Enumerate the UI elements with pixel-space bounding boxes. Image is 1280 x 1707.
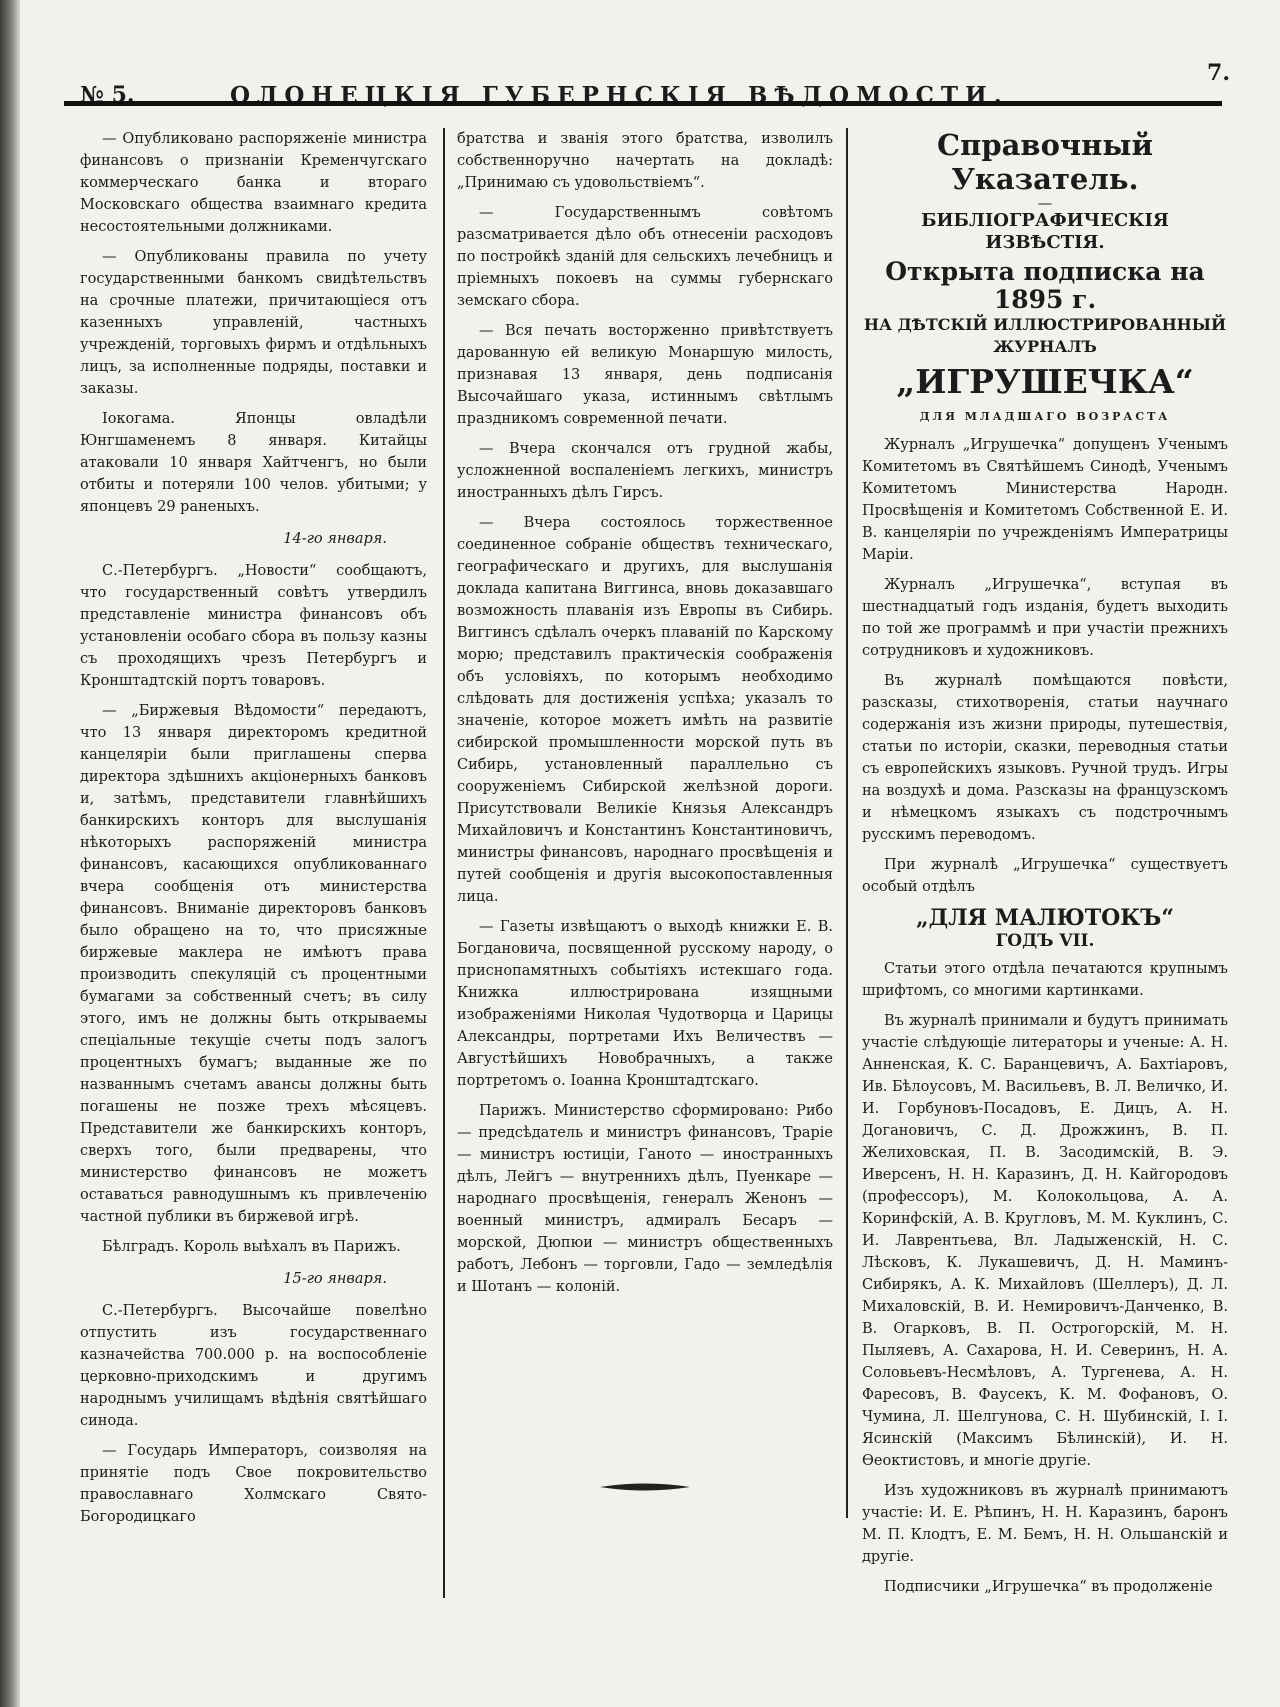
ad-paragraph: Журналъ „Игрушечка“ допущенъ Ученымъ Комитетомъ въ Святѣйшемъ Синодѣ, Ученымъ Комитетомъ Министерства Народн. Просвѣщенія и Комитетомъ Собственной Е. И. В. канцеляріи по учрежденіямъ Императрицы Маріи.	[862, 437, 1228, 563]
column-divider-1	[443, 128, 445, 1598]
news-item: — Вся печать восторженно привѣтствуетъ дарованную ей великую Монаршую милость, признавая 13 января, день подписанія Высочайшаго указа, истиннымъ свѣтлымъ праздникомъ современной печати.	[457, 323, 833, 427]
page-number: 7.	[1207, 60, 1230, 86]
news-item: братства и званія этого братства, изволилъ собственноручно начертать на докладѣ: „Принимаю съ удовольствіемъ“.	[457, 131, 833, 191]
news-item: — Опубликовано распоряженіе министра финансовъ о признаніи Кременчугскаго коммерческаго банка и втораго Московскаго общества взаимнаго кредита несостоятельными должниками.	[80, 131, 427, 235]
date-heading: 15-го января.	[283, 1271, 387, 1287]
ad-paragraph: Въ журналѣ помѣщаются повѣсти, разсказы, стихотворенія, статьи научнаго содержанія изъ жизни природы, путешествія, статьи по исторіи, сказки, переводныя статьи съ европейскихъ языковъ. Ручной трудъ. Игры на воздухѣ и дома. Разсказы на французскомъ и нѣмецкомъ языкахъ съ подстрочнымъ русскимъ переводомъ.	[862, 673, 1228, 843]
ad-paragraph: При журналѣ „Игрушечка“ существуетъ особый отдѣлъ	[862, 857, 1228, 895]
header-rule	[64, 101, 1222, 106]
news-item: — Государь Императоръ, соизволяя на принятіе подъ Свое покровительство православнаго Холмскаго Свято-Богородицкаго	[80, 1443, 427, 1525]
news-item: — Вчера скончался отъ грудной жабы, усложненной воспаленіемъ легкихъ, министръ иностранныхъ дѣлъ Гирсъ.	[457, 441, 833, 501]
end-ornament	[600, 1482, 690, 1492]
section-title: Справочный Указатель.	[937, 128, 1153, 196]
subsection-title: БИБЛІОГРАФИЧЕСКІЯ ИЗВѢСТІЯ.	[921, 210, 1169, 253]
news-item: Іокогама. Японцы овладѣли Юнгшаменемъ 8 января. Китайцы атаковали 10 января Хайтченгъ, но были отбиты и потеряли 100 челов. убитыми; у японцевъ 29 раненыхъ.	[80, 411, 427, 515]
newspaper-title: ОЛОНЕЦКІЯ ГУБЕРНСКІЯ ВѢДОМОСТИ.	[230, 82, 1009, 109]
news-item: — „Биржевыя Вѣдомости“ передаютъ, что 13 января директоромъ кредитной канцеляріи были приглашены сперва директора здѣшнихъ акціонерныхъ банковъ и, затѣмъ, представители главнѣйшихъ банкирскихъ конторъ для выслушанія нѣкоторыхъ распоряженій министра финансовъ, касающихся опубликованнаго вчера сообщенія отъ министерства финансовъ. Вниманіе директоровъ банковъ было обращено на то, что присяжные биржевые маклера не имѣютъ права производить спекуляцій съ процентными бумагами за собственный счетъ; въ силу этого, имъ не должны быть открываемы спеціальные текущіе счеты подъ залогъ процентныхъ бумагъ; выданные же по названнымъ счетамъ авансы должны быть погашены не позже трехъ мѣсяцевъ. Представители же банкирскихъ конторъ, сверхъ того, были предварены, что министерство финансовъ не можетъ оставаться равнодушнымъ къ привлеченію частной публики въ биржевой игрѣ.	[80, 703, 427, 1225]
news-item: Бѣлградъ. Король выѣхалъ въ Парижъ.	[102, 1239, 401, 1255]
column-1	[80, 128, 427, 1648]
issue-number: № 5.	[80, 82, 135, 108]
column-3	[862, 128, 1228, 1688]
supplement-name: „ДЛЯ МАЛЮТОКЪ“	[915, 905, 1175, 931]
news-item: — Вчера состоялось торжественное соединенное собраніе обществъ техническаго, географическаго и другихъ, для выслушанія доклада капитана Виггинса, вновь доказавшаго возможность плаванія изъ Европы въ Сибирь. Виггинсъ сдѣлалъ очеркъ плаваній по Карскому морю; представилъ практическія соображенія объ условіяхъ, по которымъ необходимо слѣдовать для достиженія успѣха; указалъ то значеніе, которое можетъ имѣть на развитіе сибирской промышленности морской путь въ Сибирь, установленный параллельно съ сооруженіемъ Сибирской желѣзной дороги. Присутствовали Великіе Князья Александръ Михайловичъ и Константинъ Константиновичъ, министры финансовъ, народнаго просвѣщенія и путей сообщенія и другія высокопоставленныя лица.	[457, 515, 833, 905]
ad-paragraph: Изъ художниковъ въ журналѣ принимаютъ участіе: И. Е. Рѣпинъ, Н. Н. Каразинъ, баронъ М. П. Клодтъ, Е. М. Бемъ, Н. Н. Ольшанскій и другіе.	[862, 1483, 1228, 1565]
news-item: С.-Петербургъ. Высочайше повелѣно отпустить изъ государственнаго казначейства 700.000 р. на воспособленіе церковно-приходскимъ и другимъ народнымъ училищамъ вѣдѣнія святѣйшаго синода.	[80, 1303, 427, 1429]
news-item: С.-Петербургъ. „Новости“ сообщаютъ, что государственный совѣтъ утвердилъ представленіе министра финансовъ объ установленіи особаго сбора въ пользу казны съ проходящихъ чрезъ Петербургъ и Кронштадтскій портъ товаровъ.	[80, 563, 427, 689]
journal-type: НА ДѢТСКІЙ ИЛЛЮСТРИРОВАННЫЙ ЖУРНАЛЪ	[863, 315, 1227, 356]
journal-name: „ИГРУШЕЧКА“	[896, 362, 1194, 401]
ad-paragraph: Статьи этого отдѣла печатаются крупнымъ шрифтомъ, со многими картинками.	[862, 961, 1228, 999]
news-item: — Газеты извѣщаютъ о выходѣ книжки Е. В. Богдановича, посвященной русскому народу, о приснопамятныхъ событіяхъ истекшаго года. Книжка иллюстрирована изящными изображеніями Николая Чудотворца и Царицы Александры, портретами Ихъ Величествъ — Августѣйшихъ Новобрачныхъ, а также портретомъ о. Іоанна Кронштадтскаго.	[457, 919, 833, 1089]
news-item: — Опубликованы правила по учету государственными банкомъ свидѣтельствъ на срочные платежи, причитающіеся отъ казенныхъ управленій, частныхъ учрежденій, торговыхъ фирмъ и отдѣльныхъ лицъ, за исполненные подряды, поставки и заказы.	[80, 249, 427, 397]
ad-paragraph: Подписчики „Игрушечка“ въ продолженіе	[884, 1579, 1213, 1595]
date-heading: 14-го января.	[283, 531, 387, 547]
ad-paragraph: Въ журналѣ принимали и будутъ принимать участіе слѣдующіе литераторы и ученые: А. Н. Анненская, К. С. Баранцевичъ, А. Бахтіаровъ, Ив. Бѣлоусовъ, М. Васильевъ, В. Л. Величко, И. И. Горбуновъ-Посадовъ, Е. Дицъ, А. Н. Догановичъ, С. Д. Дрожжинъ, В. П. Желиховская, П. В. Засодимскій, В. Э. Иверсенъ, Н. Н. Каразинъ, Д. Н. Кайгородовъ (профессоръ), М. Колокольцова, А. А. Коринфскій, А. В. Кругловъ, М. М. Куклинъ, С. И. Лаврентьева, Вл. Ладыженскій, Н. С. Лѣсковъ, К. Лукашевичъ, Д. Н. Маминъ-Сибирякъ, А. К. Михайловъ (Шеллеръ), Д. Л. Михаловскій, В. И. Немировичъ-Данченко, В. В. Огарковъ, В. П. Острогорскій, М. Н. Пыляевъ, А. Сахарова, Н. И. Северинъ, Н. А. Соловьевъ-Несмѣловъ, А. Тургенева, А. Н. Фаресовъ, В. Фаусекъ, К. М. Фофановъ, О. Чумина, Л. Шелгунова, С. Н. Шубинскій, І. І. Ясинскій (Максимъ Бѣлинскій), И. Н. Өеоктистовъ, и многіе другіе.	[862, 1013, 1228, 1469]
news-item: Парижъ. Министерство сформировано: Рибо — предсѣдатель и министръ финансовъ, Траріе — министръ юстиціи, Ганото — иностранныхъ дѣлъ, Лейгъ — внутреннихъ дѣлъ, Пуенкаре — народнаго просвѣщенія, генералъ Женонъ — военный министръ, адмиралъ Бесаръ — морской, Дюпюи — министръ общественныхъ работъ, Лебонъ — торговли, Гадо — земледѣлія и Шотанъ — колоній.	[457, 1103, 833, 1295]
subscription-heading: Открыта подписка на 1895 г.	[885, 257, 1205, 314]
section-dash: —	[1037, 196, 1053, 212]
page-fold-shadow	[0, 0, 20, 1707]
column-divider-2	[846, 128, 848, 1518]
journal-audience: ДЛЯ МЛАДШАГО ВОЗРАСТА	[919, 410, 1171, 423]
supplement-year: ГОДЪ VII.	[995, 931, 1095, 951]
news-item: — Государственнымъ совѣтомъ разсматривается дѣло объ отнесеніи расходовъ по постройкѣ зданій для сельскихъ лечебницъ и пріемныхъ покоевъ на суммы губернскаго земскаго сбора.	[457, 205, 833, 309]
ad-paragraph: Журналъ „Игрушечка“, вступая въ шестнадцатый годъ изданія, будетъ выходить по той же программѣ и при участіи прежнихъ сотрудниковъ и художниковъ.	[862, 577, 1228, 659]
column-2	[457, 128, 833, 1648]
